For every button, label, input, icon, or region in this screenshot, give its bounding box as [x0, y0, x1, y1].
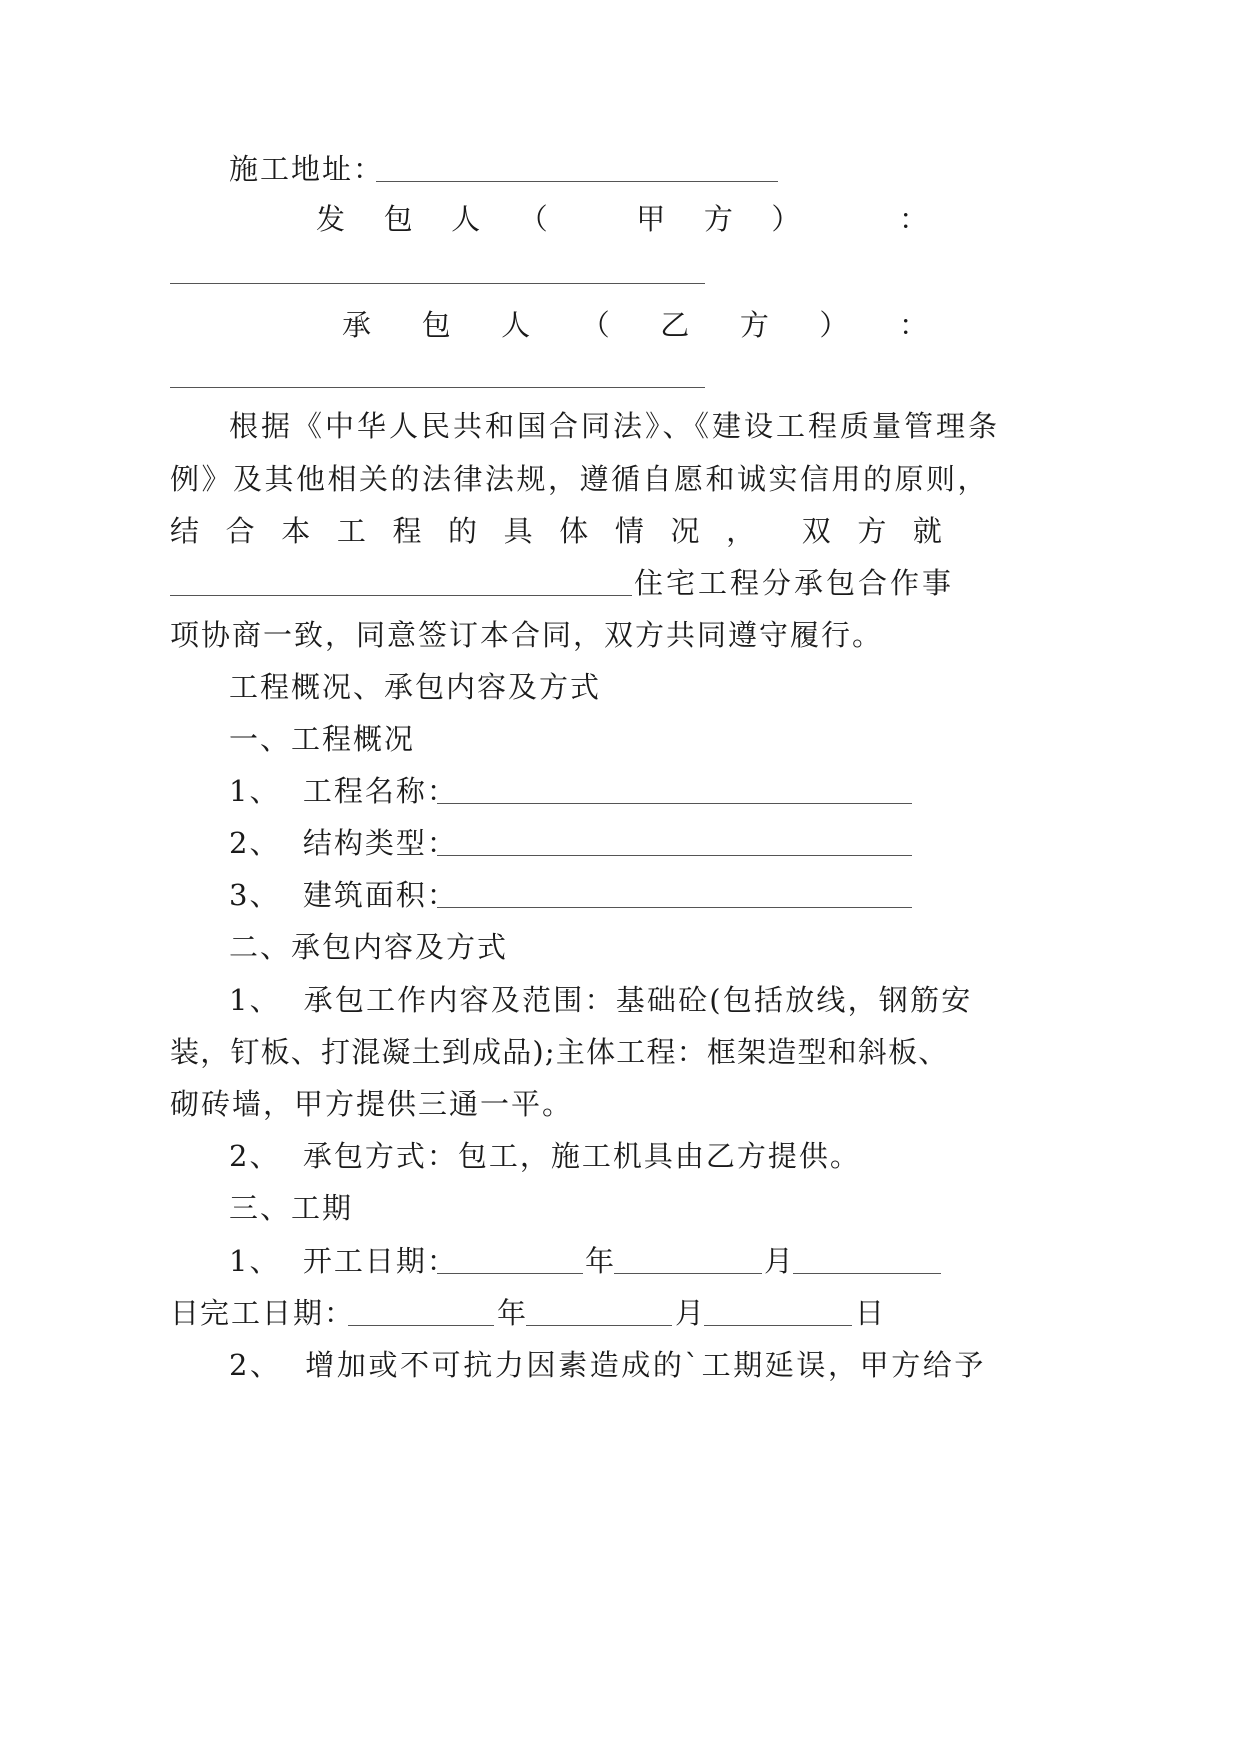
preamble-char: 结 [170, 514, 200, 548]
start-date-label: 1、 开工日期： [229, 1244, 458, 1278]
scope-line-2: 装，钉板、打混凝土到成品);主体工程：框架造型和斜板、 [170, 1035, 949, 1069]
preamble-line-5: 项协商一致，同意签订本合同，双方共同遵守履行。 [170, 618, 884, 652]
start-month-field [614, 1273, 762, 1274]
building-area-label: 3、 建筑面积： [229, 878, 458, 912]
end-year-field [348, 1325, 494, 1326]
project-name-label: 1、 工程名称： [229, 774, 458, 808]
party-b-char: ） [819, 308, 849, 342]
start-day-field [793, 1273, 941, 1274]
party-a-char: 甲 [636, 202, 666, 236]
end-month-field [526, 1325, 672, 1326]
party-a-char: ） [771, 202, 801, 236]
party-a-char: ： [898, 202, 928, 236]
party-a-char: 方 [703, 202, 733, 236]
party-a-char: 人 [451, 202, 481, 236]
party-b-char: 包 [421, 308, 451, 342]
project-name-field [437, 803, 912, 804]
end-day-field [704, 1325, 852, 1326]
party-a-blank [170, 283, 705, 284]
preamble-char: 双 [801, 514, 831, 548]
structure-type-label: 2、 结构类型： [229, 826, 458, 860]
scope-line-1: 1、 承包工作内容及范围：基础砼(包括放线，钢筋安 [229, 983, 973, 1017]
preamble-char: 情 [614, 514, 644, 548]
preamble-char: 方 [857, 514, 887, 548]
start-year-field [437, 1273, 583, 1274]
delay-line: 2、 增加或不可抗力因素造成的`工期延误，甲方给予 [229, 1348, 986, 1382]
end-year-unit: 年 [497, 1296, 529, 1330]
party-a-label [316, 199, 928, 239]
party-a-char: 包 [383, 202, 413, 236]
end-month-unit: 月 [675, 1296, 707, 1330]
preamble-char: 就 [912, 514, 942, 548]
preamble-line-2: 例》及其他相关的法律法规，遵循自愿和诚实信用的原则， [170, 462, 990, 496]
party-b-label [342, 305, 928, 345]
project-name-blank [170, 595, 632, 596]
preamble-char: 况 [670, 514, 700, 548]
preamble-line-3 [170, 511, 942, 551]
part1-heading: 一、工程概况 [229, 722, 416, 756]
structure-type-field [437, 855, 912, 856]
end-day-unit: 日 [855, 1296, 887, 1330]
party-a-char: （ [518, 202, 548, 236]
preamble-char: 的 [448, 514, 478, 548]
building-area-field [437, 907, 912, 908]
preamble-line-4: 住宅工程分承包合作事 [634, 566, 955, 600]
party-b-char: （ [580, 308, 610, 342]
party-b-char: 乙 [660, 308, 690, 342]
end-date-label: 完工日期： [200, 1296, 356, 1330]
site-address-label: 施工地址： [229, 152, 385, 186]
party-b-char: 承 [342, 308, 372, 342]
start-day-unit: 日 [170, 1296, 202, 1330]
start-month-unit: 月 [764, 1244, 796, 1278]
part3-heading: 三、工期 [229, 1191, 354, 1225]
preamble-line-1: 根据《中华人民共和国合同法》、《建设工程质量管理条 [229, 409, 1001, 443]
start-year-unit: 年 [585, 1244, 617, 1278]
party-a-char: 发 [316, 202, 346, 236]
party-b-blank [170, 387, 705, 388]
preamble-char: ， [726, 514, 756, 548]
preamble-char: 体 [559, 514, 589, 548]
party-b-char: 人 [501, 308, 531, 342]
preamble-char: 合 [225, 514, 255, 548]
overview-heading: 工程概况、承包内容及方式 [229, 670, 602, 704]
party-b-char: 方 [739, 308, 769, 342]
preamble-char: 程 [392, 514, 422, 548]
preamble-char: 本 [281, 514, 311, 548]
part2-heading: 二、承包内容及方式 [229, 930, 509, 964]
party-b-char: ： [898, 308, 928, 342]
scope-line-3: 砌砖墙，甲方提供三通一平。 [170, 1087, 574, 1121]
method-line: 2、 承包方式：包工，施工机具由乙方提供。 [229, 1139, 861, 1173]
site-address-blank [376, 181, 778, 182]
preamble-char: 具 [503, 514, 533, 548]
preamble-char: 工 [336, 514, 366, 548]
